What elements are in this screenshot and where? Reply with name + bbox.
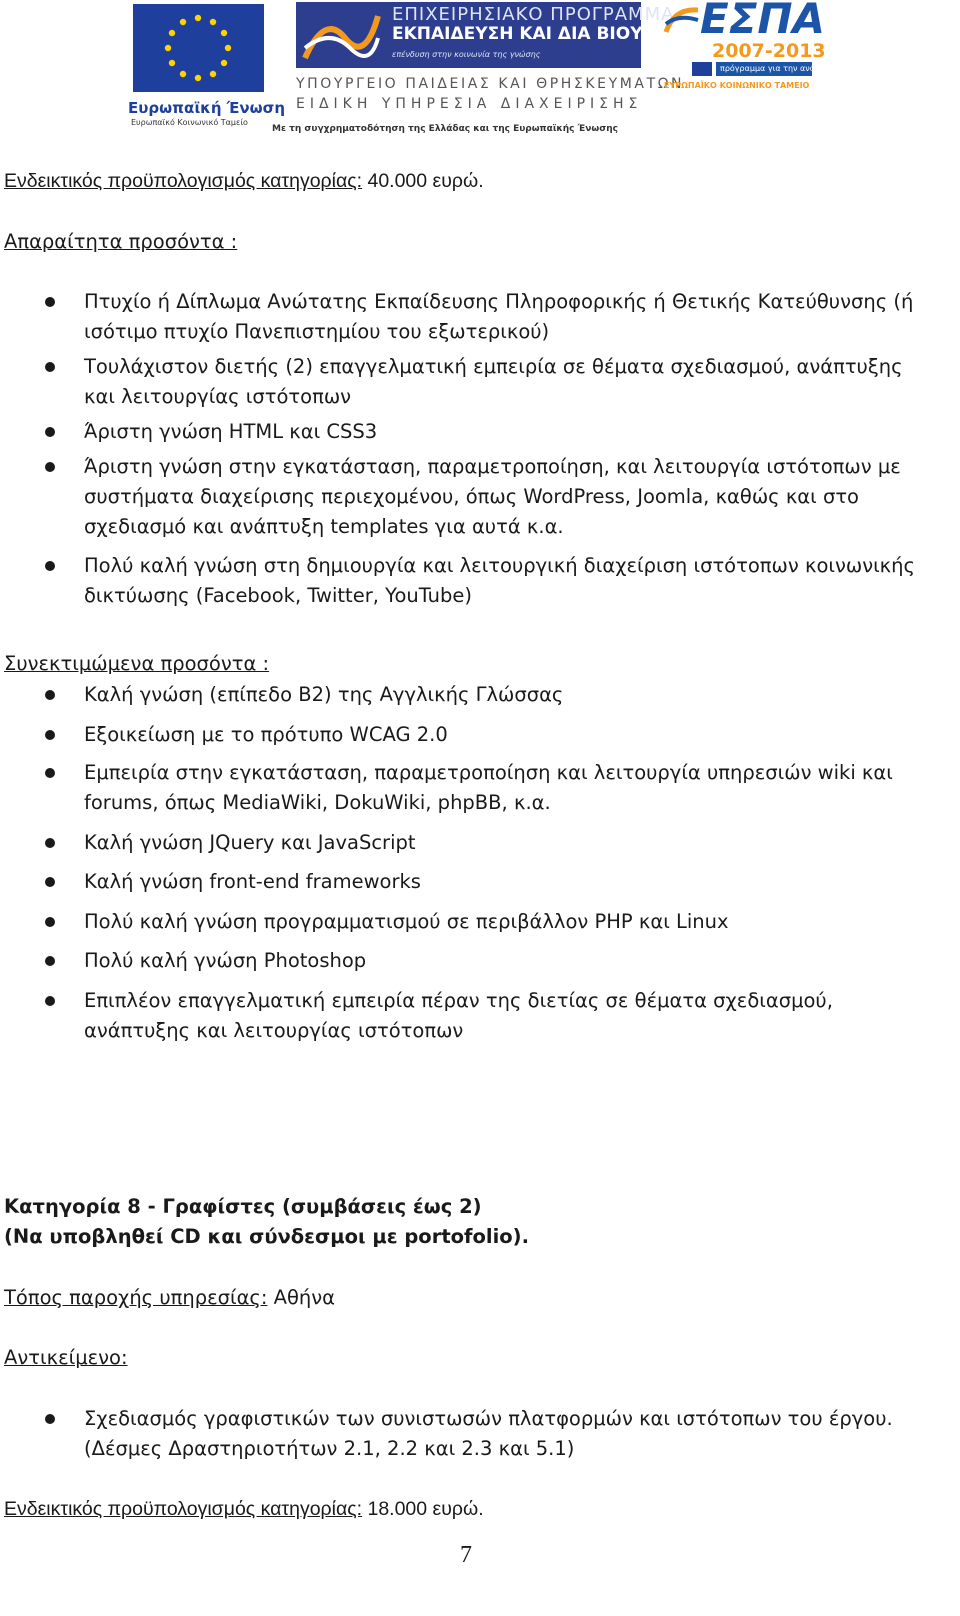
eu-flag-logo xyxy=(133,4,264,92)
espa-years: 2007-2013 xyxy=(712,40,826,62)
object-label: Αντικείμενο: xyxy=(4,1346,128,1369)
preferred-label: Συνεκτιμώμενα προσόντα : xyxy=(4,652,270,675)
bullet-icon xyxy=(45,838,55,848)
location-line xyxy=(4,1286,335,1309)
page-number: 7 xyxy=(460,1542,472,1568)
eu-subcaption: Ευρωπαϊκό Κοινωνικό Ταμείο xyxy=(131,118,248,127)
budget-value: 18.000 ευρώ. xyxy=(362,1498,484,1520)
budget-label: Ενδεικτικός προϋπολογισμός κατηγορίας: xyxy=(4,170,363,192)
bullet-icon xyxy=(45,362,55,372)
bullet-icon xyxy=(45,956,55,966)
bullet-icon xyxy=(45,996,55,1006)
category-title: Κατηγορία 8 - Γραφίστες (συμβάσεις έως 2) xyxy=(4,1195,482,1218)
list-item: Εξοικείωση με το πρότυπο WCAG 2.0 xyxy=(84,723,448,746)
location-value: Αθήνα xyxy=(267,1286,336,1309)
list-item: Άριστη γνώση στην εγκατάσταση, παραμετροποίηση, και λειτουργία ιστότοπων με συστήματα διαχείρισης περιεχομένου, όπως WordPress, Joomla, καθώς και στο σχεδιασμό και ανάπτυξη templates για αυτά κ.α. xyxy=(84,455,901,538)
bullet-icon xyxy=(45,427,55,437)
espa-title: ΕΣΠΑ xyxy=(700,0,826,43)
list-item: Πολύ καλή γνώση προγραμματισμού σε περιβάλλον PHP και Linux xyxy=(84,910,729,933)
ministry-line-1: ΥΠΟΥΡΓΕΙΟ ΠΑΙΔΕΙΑΣ ΚΑΙ ΘΡΗΣΚΕΥΜΑΤΩΝ xyxy=(296,76,685,92)
bullet-icon xyxy=(45,917,55,927)
programme-line-1: ΕΠΙΧΕΙΡΗΣΙΑΚΟ ΠΡΟΓΡΑΜΜΑ xyxy=(392,4,675,25)
bullet-icon xyxy=(45,877,55,887)
list-item: Πτυχίο ή Δίπλωμα Ανώτατης Εκπαίδευσης Πληροφορικής ή Θετικής Κατεύθυνσης (ή ισότιμο πτυχίο Πανεπιστημίου του εξωτερικού) xyxy=(84,290,914,343)
list-item: Επιπλέον επαγγελματική εμπειρία πέραν της διετίας σε θέματα σχεδιασμού, ανάπτυξης και λειτουργίας ιστότοπων xyxy=(84,989,833,1042)
bullet-icon xyxy=(45,297,55,307)
programme-line-3: επένδυση στην κοινωνία της γνώσης xyxy=(392,50,541,59)
bullet-icon xyxy=(45,1414,55,1424)
ministry-line-2: ΕΙΔΙΚΗ ΥΠΗΡΕΣΙΑ ΔΙΑΧΕΙΡΙΣΗΣ xyxy=(296,96,643,112)
eu-caption: Ευρωπαϊκή Ένωση xyxy=(128,99,286,117)
required-qualifications-heading xyxy=(4,230,237,253)
object-heading xyxy=(4,1346,128,1369)
list-item: Καλή γνώση front-end frameworks xyxy=(84,870,421,893)
list-item: Εμπειρία στην εγκατάσταση, παραμετροποίηση και λειτουργία υπηρεσιών wiki και forums, όπως MediaWiki, DokuWiki, phpBB, κ.α. xyxy=(84,761,893,814)
list-item: Πολύ καλή γνώση στη δημιουργία και λειτουργική διαχείριση ιστότοπων κοινωνικής δικτύωσης (Facebook, Twitter, YouTube) xyxy=(84,554,915,607)
list-item: Άριστη γνώση HTML και CSS3 xyxy=(84,420,378,443)
espa-esf-caption: ΕΥΡΩΠΑΪΚΟ ΚΟΙΝΩΝΙΚΟ ΤΑΜΕΙΟ xyxy=(664,81,810,90)
budget-line-2 xyxy=(4,1498,484,1521)
list-item: Καλή γνώση JQuery και JavaScript xyxy=(84,831,416,854)
bullet-icon xyxy=(45,561,55,571)
list-item: Σχεδιασμός γραφιστικών των συνιστωσών πλατφορμών και ιστότοπων του έργου. (Δέσμες Δραστηριοτήτων 2.1, 2.2 και 2.3 και 5.1) xyxy=(84,1407,893,1460)
programme-line-2: ΕΚΠΑΙΔΕΥΣΗ ΚΑΙ ΔΙΑ ΒΙΟΥ ΜΑΘΗΣΗ xyxy=(392,24,734,44)
espa-mark-icon xyxy=(664,6,700,34)
programme-mark-icon xyxy=(300,8,380,64)
bullet-icon xyxy=(45,768,55,778)
preferred-qualifications-heading xyxy=(4,652,269,675)
budget-label: Ενδεικτικός προϋπολογισμός κατηγορίας: xyxy=(4,1498,363,1520)
espa-eu-flag-icon xyxy=(692,62,712,76)
category-subtitle: (Να υποβληθεί CD και σύνδεσμοι με portofolio). xyxy=(4,1225,530,1248)
required-label: Απαραίτητα προσόντα : xyxy=(4,230,238,253)
bullet-icon xyxy=(45,730,55,740)
location-label: Τόπος παροχής υπηρεσίας: xyxy=(4,1286,268,1309)
bullet-icon xyxy=(45,462,55,472)
list-item: Πολύ καλή γνώση Photoshop xyxy=(84,949,367,972)
list-item: Καλή γνώση (επίπεδο B2) της Αγγλικής Γλώσσας xyxy=(84,683,564,706)
programme-logo xyxy=(296,2,734,68)
bullet-icon xyxy=(45,690,55,700)
budget-line-1 xyxy=(4,170,484,193)
budget-value: 40.000 ευρώ. xyxy=(362,170,484,192)
espa-tagline: πρόγραμμα για την ανάπτυξη xyxy=(716,62,812,76)
cofinancing-note: Με τη συγχρηματοδότηση της Ελλάδας και της Ευρωπαϊκής Ένωσης xyxy=(272,124,618,134)
list-item: Τουλάχιστον διετής (2) επαγγελματική εμπειρία σε θέματα σχεδιασμού, ανάπτυξης και λειτουργίας ιστότοπων xyxy=(84,355,903,408)
